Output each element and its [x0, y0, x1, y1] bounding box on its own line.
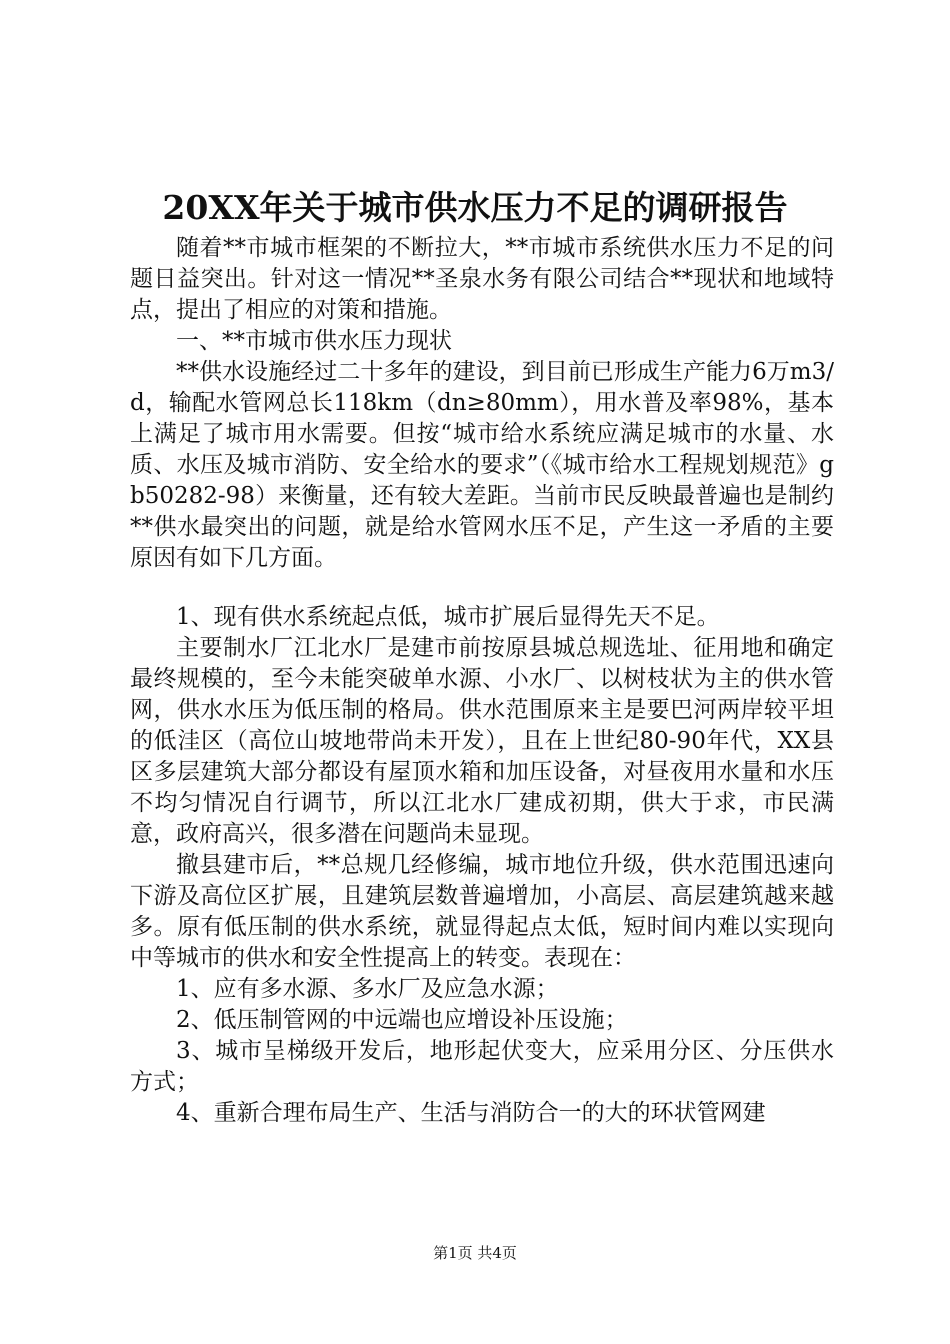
- paragraph-jiangbei: 主要制水厂江北水厂是建市前按原县城总规选址、征用地和确定最终规模的，至今未能突破单水源、小水厂、以树枝状为主的供水管网，供水水压为低压制的格局。供水范围原来主是要巴河两岸较平坦的低洼区（高位山坡地带尚未开发），且在上世纪80-90年代，XX县区多层建筑大部分都设有屋顶水箱和加压设备，对昼夜用水量和水压不均匀情况自行调节，所以江北水厂建成初期，供大于求，市民满意，政府高兴，很多潜在问题尚未显现。: [130, 635, 834, 847]
- list-item-1: 1、现有供水系统起点低，城市扩展后显得先天不足。: [176, 604, 720, 630]
- document-body: [130, 233, 834, 1129]
- page-footer: 第1页 共4页: [433, 1244, 517, 1262]
- list-item-c: 3、城市呈梯级开发后，地形起伏变大，应采用分区、分压供水方式；: [130, 1038, 834, 1095]
- paragraph-status: **供水设施经过二十多年的建设，到目前已形成生产能力6万m3/d，输配水管网总长118km（dn≥80mm），用水普及率98%，基本上满足了城市用水需要。但按“城市给水系统应满足城市的水量、水质、水压及城市消防、安全给水的要求”（《城市给水工程规划规范》gb50282-98）来衡量，还有较大差距。当前市民反映最普遍也是制约**供水最突出的问题，就是给水管网水压不足，产生这一矛盾的主要原因有如下几方面。: [130, 359, 834, 571]
- list-item-a: 1、应有多水源、多水厂及应急水源；: [176, 976, 559, 1002]
- paragraph-intro: 随着**市城市框架的不断拉大，**市城市系统供水压力不足的问题日益突出。针对这一情况**圣泉水务有限公司结合**现状和地域特点，提出了相应的对策和措施。: [130, 235, 834, 323]
- list-item-b: 2、低压制管网的中远端也应增设补压设施；: [176, 1007, 628, 1033]
- paragraph-expansion: 撤县建市后，**总规几经修编，城市地位升级，供水范围迅速向下游及高位区扩展，且建筑层数普遍增加，小高层、高层建筑越来越多。原有低压制的供水系统，就显得起点太低，短时间内难以实现向中等城市的供水和安全性提高上的转变。表现在：: [130, 852, 834, 971]
- list-item-d: 4、重新合理布局生产、生活与消防合一的大的环状管网建: [176, 1100, 766, 1126]
- section-heading-1: 一、**市城市供水压力现状: [176, 328, 452, 354]
- document-title: 20XX年关于城市供水压力不足的调研报告: [162, 188, 788, 227]
